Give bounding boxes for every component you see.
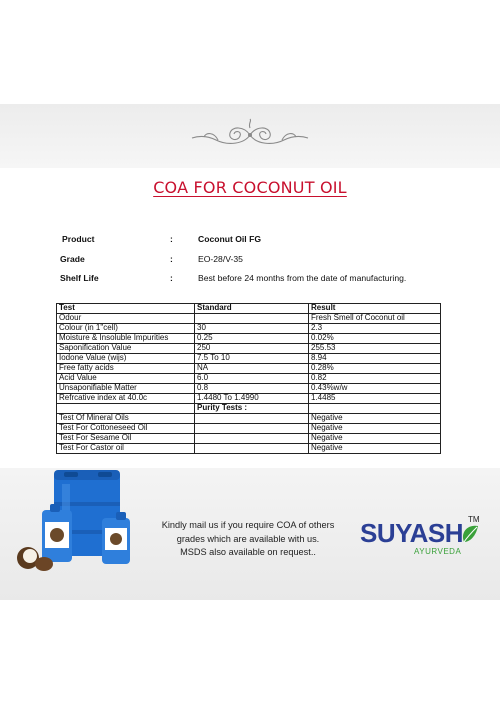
table-cell: 1.4480 To 1.4990	[195, 394, 309, 404]
table-cell: 8.94	[309, 354, 441, 364]
table-cell: 0.82	[309, 374, 441, 384]
product-image	[14, 466, 154, 574]
table-cell: Acid Value	[57, 374, 195, 384]
table-cell	[57, 404, 195, 414]
table-row	[57, 364, 441, 374]
footer-message	[148, 519, 348, 560]
table-cell	[195, 314, 309, 324]
footer-line: grades which are available with us.	[176, 533, 320, 544]
leaf-icon	[463, 526, 478, 542]
table-cell: 0.8	[195, 384, 309, 394]
table-cell: Saponification Value	[57, 344, 195, 354]
table-cell: Moisture & Insoluble Impurities	[57, 334, 195, 344]
table-cell: Test For Castor oil	[57, 444, 195, 454]
decorative-flourish-icon	[188, 118, 312, 152]
column-header: Result	[309, 304, 441, 314]
info-label: Grade	[60, 254, 85, 264]
table-cell: 2.3	[309, 324, 441, 334]
table-cell: 30	[195, 324, 309, 334]
column-header: Test	[57, 304, 195, 314]
footer-line: Kindly mail us if you require COA of others	[161, 520, 335, 530]
table-cell: 0.25	[195, 334, 309, 344]
table-row	[57, 374, 441, 384]
document-title	[0, 178, 500, 197]
table-cell: Fresh Smell of Coconut oil	[309, 314, 441, 324]
table-row	[57, 444, 441, 454]
table-cell	[309, 404, 441, 414]
info-label: Product	[62, 234, 95, 244]
footer-line: MSDS also available on request..	[180, 547, 316, 557]
table-row	[57, 424, 441, 434]
info-label: Shelf Life	[60, 273, 99, 283]
table-cell	[195, 444, 309, 454]
coa-table	[56, 303, 441, 454]
table-cell: 7.5 To 10	[195, 354, 309, 364]
info-value: Coconut Oil FG	[198, 234, 262, 244]
table-cell	[195, 424, 309, 434]
info-value: EO-28/V-35	[198, 254, 243, 264]
table-cell: 250	[195, 344, 309, 354]
table-cell: 0.28%	[309, 364, 441, 374]
logo-brand: SUYASH	[360, 518, 463, 548]
table-cell: 255.53	[309, 344, 441, 354]
column-header: Standard	[195, 304, 309, 314]
table-row	[57, 414, 441, 424]
table-cell: 0.02%	[309, 334, 441, 344]
purity-tests-heading: Purity Tests :	[195, 404, 309, 414]
table-row	[57, 334, 441, 344]
table-cell	[195, 414, 309, 424]
table-row	[57, 354, 441, 364]
table-cell: NA	[195, 364, 309, 374]
info-value: Best before 24 months from the date of manufacturing.	[198, 273, 407, 283]
suyash-ayurveda-logo	[356, 512, 486, 556]
table-header-row	[57, 304, 441, 314]
table-cell: Unsaponifiable Matter	[57, 384, 195, 394]
table-cell: 0.43%w/w	[309, 384, 441, 394]
table-cell: Test For Cottoneseed Oil	[57, 424, 195, 434]
table-cell: Test For Sesame Oil	[57, 434, 195, 444]
table-cell: Test Of Mineral Oils	[57, 414, 195, 424]
table-row	[57, 434, 441, 444]
oil-can-icon	[102, 512, 130, 564]
title-text: COA FOR COCONUT OIL	[153, 178, 347, 197]
table-row	[57, 384, 441, 394]
table-row	[57, 344, 441, 354]
logo-tm: TM	[468, 515, 480, 524]
table-cell: Negative	[309, 414, 441, 424]
table-row	[57, 314, 441, 324]
table-cell: 1.4485	[309, 394, 441, 404]
table-cell: Iodone Value (wijs)	[57, 354, 195, 364]
table-cell: Negative	[309, 444, 441, 454]
info-separator: :	[170, 234, 173, 244]
table-cell: Free fatty acids	[57, 364, 195, 374]
table-cell	[195, 434, 309, 444]
oil-can-icon	[42, 504, 72, 562]
table-cell: 6.0	[195, 374, 309, 384]
info-separator: :	[170, 273, 173, 283]
table-cell: Colour (in 1"cell)	[57, 324, 195, 334]
table-row	[57, 394, 441, 404]
table-row	[57, 324, 441, 334]
table-row	[57, 404, 441, 414]
info-separator: :	[170, 254, 173, 264]
table-cell: Refrcative index at 40.0c	[57, 394, 195, 404]
table-cell: Odour	[57, 314, 195, 324]
table-cell: Negative	[309, 424, 441, 434]
logo-sub: AYURVEDA	[414, 547, 462, 556]
table-cell: Negative	[309, 434, 441, 444]
